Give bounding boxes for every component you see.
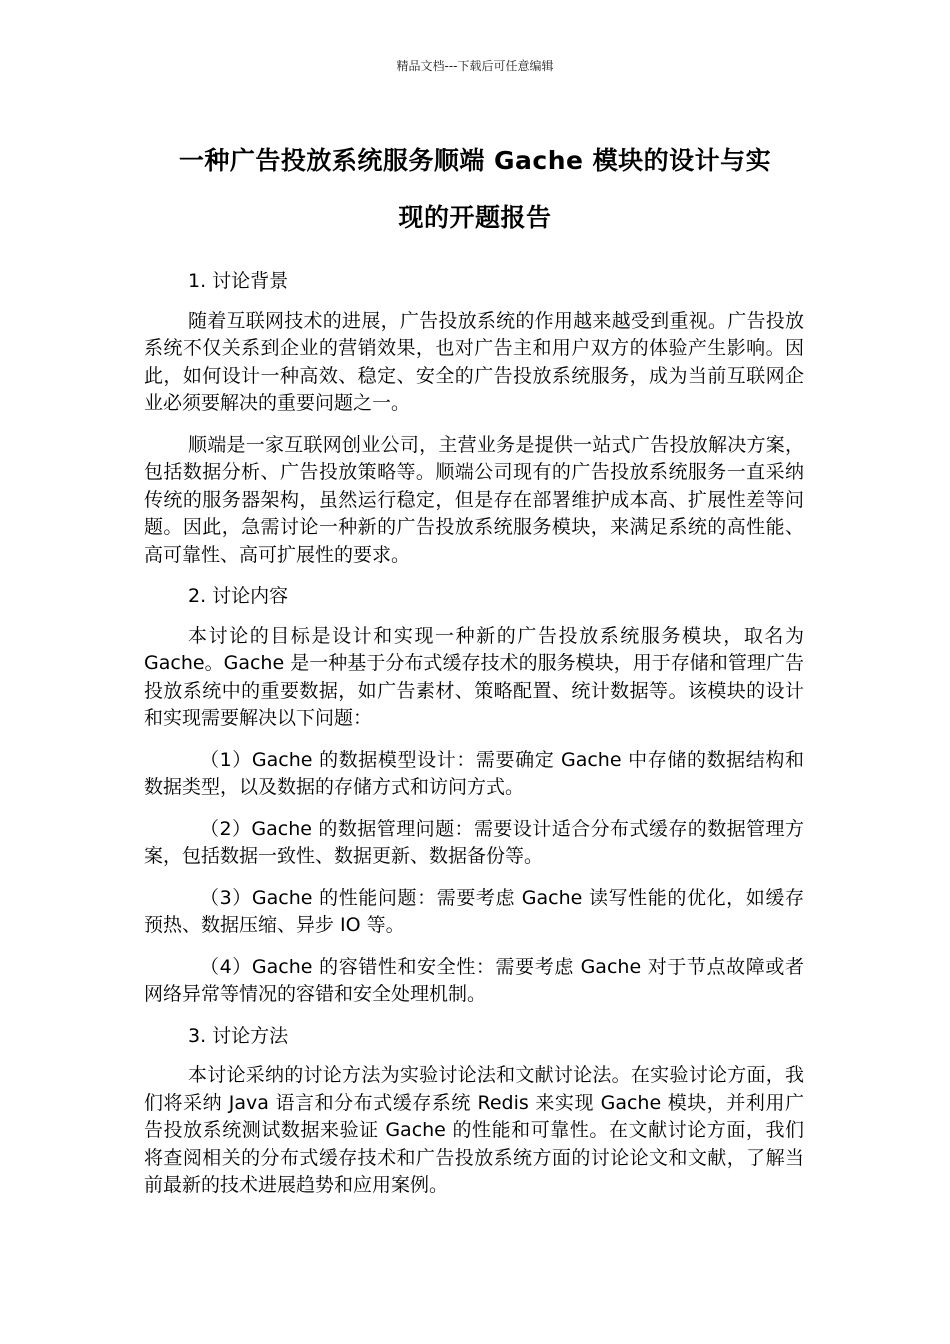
title-line-2: 现的开题报告 — [398, 203, 552, 232]
section-heading-background: 1. 讨论背景 — [188, 270, 289, 292]
paragraph: 顺端是一家互联网创业公司，主营业务是提供一站式广告投放解决方案，包括数据分析、广告投放策略等。顺端公司现有的广告投放系统服务一直采纳传统的服务器架构，虽然运行稳定，但是存在部署维护成本高、扩展性差等问题。因此，急需讨论一种新的广告投放系统服务模块，来满足系统的高性能、高可靠性、高可扩展性的要求。 — [144, 433, 804, 566]
list-item: （1）Gache 的数据模型设计：需要确定 Gache 中存储的数据结构和数据类型，以及数据的存储方式和访问方式。 — [144, 748, 804, 798]
page-header: 精品文档---下载后可任意编辑 — [396, 59, 554, 73]
paragraph: 随着互联网技术的进展，广告投放系统的作用越来越受到重视。广告投放系统不仅关系到企业的营销效果，也对广告主和用户双方的体验产生影响。因此，如何设计一种高效、稳定、安全的广告投放系统服务，成为当前互联网企业必须要解决的重要问题之一。 — [144, 309, 804, 414]
section-heading-method: 3. 讨论方法 — [188, 1024, 289, 1047]
list-item: （2）Gache 的数据管理问题：需要设计适合分布式缓存的数据管理方案，包括数据一致性、数据更新、数据备份等。 — [144, 817, 804, 867]
paragraph: 本讨论的目标是设计和实现一种新的广告投放系统服务模块，取名为 Gache。Gache 是一种基于分布式缓存技术的服务模块，用于存储和管理广告投放系统中的重要数据，如广告素材、策略配置、统计数据等。该模块的设计和实现需要解决以下问题： — [144, 624, 804, 729]
list-item: （4）Gache 的容错性和安全性：需要考虑 Gache 对于节点故障或者网络异常等情况的容错和安全处理机制。 — [144, 955, 804, 1005]
paragraph: 本讨论采纳的讨论方法为实验讨论法和文献讨论法。在实验讨论方面，我们将采纳 Java 语言和分布式缓存系统 Redis 来实现 Gache 模块，并利用广告投放系统测试数据来验证 Gache 的性能和可靠性。在文献讨论方面，我们将查阅相关的分布式缓存技术和广告投放系统方面的讨论论文和文献，了解当前最新的技术进展趋势和应用案例。 — [144, 1064, 804, 1196]
list-item: （3）Gache 的性能问题：需要考虑 Gache 读写性能的优化，如缓存预热、数据压缩、异步 IO 等。 — [144, 886, 804, 936]
document-body — [144, 268, 804, 1214]
title-line-1: 一种广告投放系统服务顺端 Gache 模块的设计与实 — [178, 146, 772, 175]
document-title — [120, 132, 830, 246]
section-heading-content: 2. 讨论内容 — [188, 585, 289, 607]
